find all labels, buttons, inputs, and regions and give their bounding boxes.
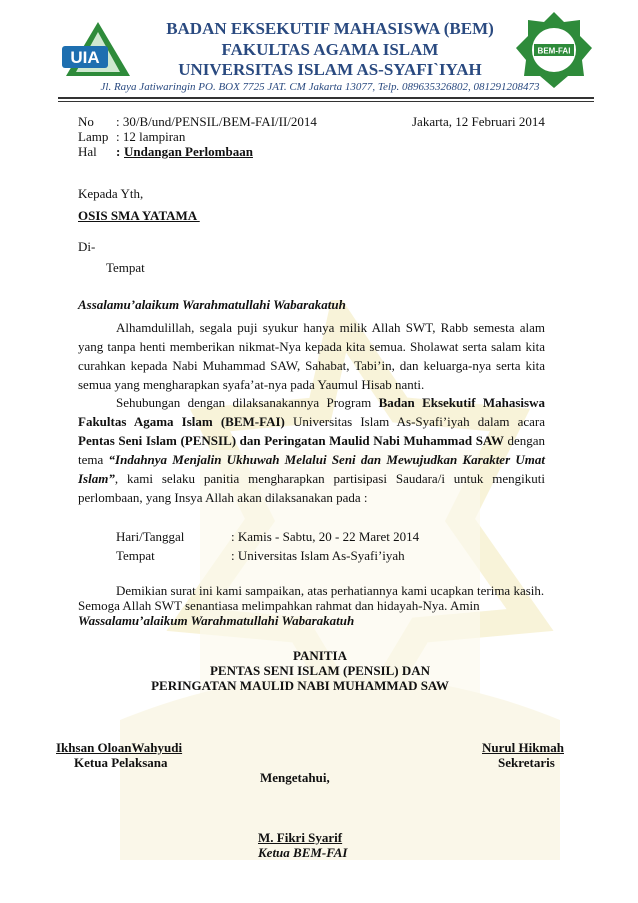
event-place-value: : Universitas Islam As-Syafi’iyah — [231, 548, 405, 563]
header-line-1: BADAN EKSEKUTIF MAHASISWA (BEM) — [166, 19, 494, 38]
right-signer-role: Sekretaris — [498, 755, 555, 770]
recipient-kepada: Kepada Yth, — [78, 186, 144, 201]
left-signer-name: Ikhsan OloanWahyudi — [56, 740, 183, 755]
closing-salam: Wassalamu’alaikum Warahmatullahi Wabarakatuh — [78, 613, 355, 628]
header-address: Jl. Raya Jatiwaringin PO. BOX 7725 JAT. CM Jakarta 13077, Telp. 089635326802, 081291208473 — [100, 81, 540, 93]
p2-theme: “Indahnya Menjalin Ukhuwah Melalui Seni dan Mewujudkan Karakter Umat Islam” — [78, 452, 546, 486]
bem-fai-logo — [514, 10, 594, 90]
p2-text-a: Sehubungan dengan dilaksanakannya Program — [116, 395, 379, 410]
greeting: Assalamu’alaikum Warahmatullahi Wabarakatuh — [78, 297, 346, 312]
paragraph-1: Alhamdulillah, segala puji syukur hanya milik Allah SWT, Rabb semesta alam yang tanpa henti memberikan nikmat-Nya kepada kita semua. Sholawat serta salam kita curahkan kepada Nabi Muhammad SAW, Sahabat, Tabi’in, dan keluarga-nya serta kita semua yang mengharapkan syafa’at-nya pada Yaumul Hisab nanti. — [78, 320, 545, 392]
letter-date: Jakarta, 12 Februari 2014 — [412, 114, 545, 129]
mengetahui: Mengetahui, — [260, 770, 330, 785]
uia-logo-text: UIA — [70, 48, 100, 67]
p2-event-name: Pentas Seni Islam (PENSIL) dan Peringatan Maulid Nabi Muhammad SAW — [78, 433, 504, 448]
bem-fai-logo-text: BEM-FAI — [537, 46, 571, 56]
hal-label: Hal — [78, 144, 97, 159]
event-place-label: Tempat — [116, 548, 155, 563]
hal-colon: : — [116, 144, 121, 159]
event-date-label: Hari/Tanggal — [116, 529, 185, 544]
p2-text-e: dengan tema — [78, 433, 545, 467]
hal-value: Undangan Perlombaan — [124, 144, 253, 159]
p2-text-c: Universitas Islam As-Syafi’iyah dalam acara — [284, 414, 545, 429]
bottom-signer-name: M. Fikri Syarif — [258, 830, 343, 845]
event-date-value: : Kamis - Sabtu, 20 - 22 Maret 2014 — [231, 529, 420, 544]
lamp-value: : 12 lampiran — [116, 129, 186, 144]
no-label: No — [78, 114, 94, 129]
closing-line-1: Demikian surat ini kami sampaikan, atas perhatiannya kami ucapkan terima kasih. — [116, 583, 545, 598]
header-rule-thin — [58, 101, 594, 102]
uia-logo — [58, 18, 133, 80]
committee-line-3: PERINGATAN MAULID NABI MUHAMMAD SAW — [151, 678, 449, 693]
paragraph-2 — [78, 393, 545, 507]
right-signer-name: Nurul Hikmah — [482, 740, 564, 755]
recipient-name: OSIS SMA YATAMA — [78, 208, 200, 223]
recipient-tempat: Tempat — [106, 260, 145, 275]
header-rule — [58, 97, 594, 99]
recipient-di: Di- — [78, 239, 96, 254]
committee-line-2: PENTAS SENI ISLAM (PENSIL) DAN — [209, 663, 431, 678]
left-signer-role: Ketua Pelaksana — [74, 755, 168, 770]
p2-text-g: , kami selaku panitia mengharapkan partisipasi Saudara/i untuk mengikuti perlombaan, yang Insya Allah akan dilaksanakan pada : — [78, 471, 545, 505]
header-line-2: FAKULTAS AGAMA ISLAM — [221, 40, 439, 59]
closing-line-2: Semoga Allah SWT senantiasa melimpahkan rahmat dan hidayah-Nya. Amin — [78, 598, 480, 613]
p2-bem-fai: Badan Eksekutif Mahasiswa Fakultas Agama Islam (BEM-FAI) — [78, 395, 545, 429]
no-value: : 30/B/und/PENSIL/BEM-FAI/II/2014 — [116, 114, 317, 129]
bottom-signer-role: Ketua BEM-FAI — [258, 845, 348, 860]
header-line-3: UNIVERSITAS ISLAM AS-SYAFI`IYAH — [178, 60, 482, 79]
committee-line-1: PANITIA — [293, 648, 347, 663]
lamp-label: Lamp — [78, 129, 109, 144]
